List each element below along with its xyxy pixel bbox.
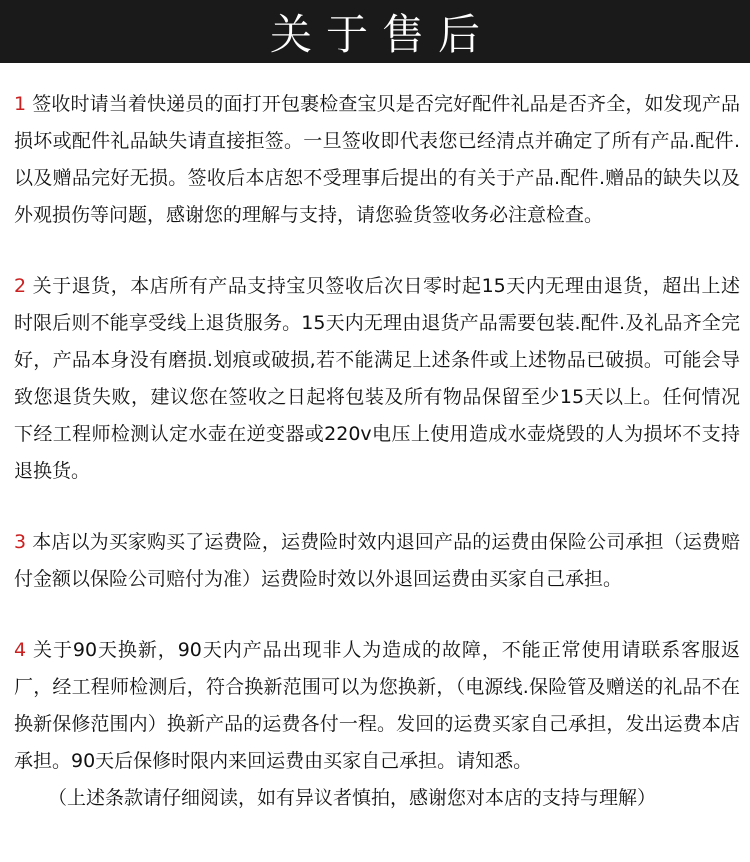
page-title: 关于售后 bbox=[269, 9, 494, 59]
section-number: 1 bbox=[14, 93, 27, 115]
page-header bbox=[0, 0, 750, 63]
section-text: 关于退货，本店所有产品支持宝贝签收后次日零时起15天内无理由退货，超出上述时限后则不能享受线上退货服务。15天内无理由退货产品需要包装.配件.及礼品齐全完好，产品本身没有磨损.划痕或破损,若不能满足上述条件或上述物品已破损。可能会导致您退货失败，建议您在签收之日起将包装及所有物品保留至少15天以上。任何情况下经工程师检测认定水壶在逆变器或220v电压上使用造成水壶烧毁的人为损坏不支持退换货。 bbox=[14, 275, 740, 482]
section-3 bbox=[14, 524, 740, 598]
section-2 bbox=[14, 268, 740, 490]
section-4 bbox=[14, 632, 740, 780]
section-number: 3 bbox=[14, 531, 27, 553]
footnote: （上述条款请仔细阅读，如有异议者慎拍，感谢您对本店的支持与理解） bbox=[48, 787, 657, 809]
after-sales-terms bbox=[14, 86, 740, 817]
section-1 bbox=[14, 86, 740, 234]
section-number: 2 bbox=[14, 275, 27, 297]
section-text: 签收时请当着快递员的面打开包裹检查宝贝是否完好配件礼品是否齐全，如发现产品损坏或配件礼品缺失请直接拒签。一旦签收即代表您已经清点并确定了所有产品.配件.以及赠品完好无损。签收后本店恕不受理事后提出的有关于产品.配件.赠品的缺失以及外观损伤等问题，感谢您的理解与支持，请您验货签收务必注意检查。 bbox=[14, 93, 740, 226]
section-text: 本店以为买家购买了运费险，运费险时效内退回产品的运费由保险公司承担（运费赔付金额以保险公司赔付为准）运费险时效以外退回运费由买家自己承担。 bbox=[14, 531, 740, 590]
section-number: 4 bbox=[14, 639, 27, 661]
section-text: 关于90天换新，90天内产品出现非人为造成的故障，不能正常使用请联系客服返厂，经工程师检测后，符合换新范围可以为您换新，（电源线.保险管及赠送的礼品不在换新保修范围内）换新产品的运费各付一程。发回的运费买家自己承担，发出运费本店承担。90天后保修时限内来回运费由买家自己承担。请知悉。 bbox=[14, 639, 740, 772]
